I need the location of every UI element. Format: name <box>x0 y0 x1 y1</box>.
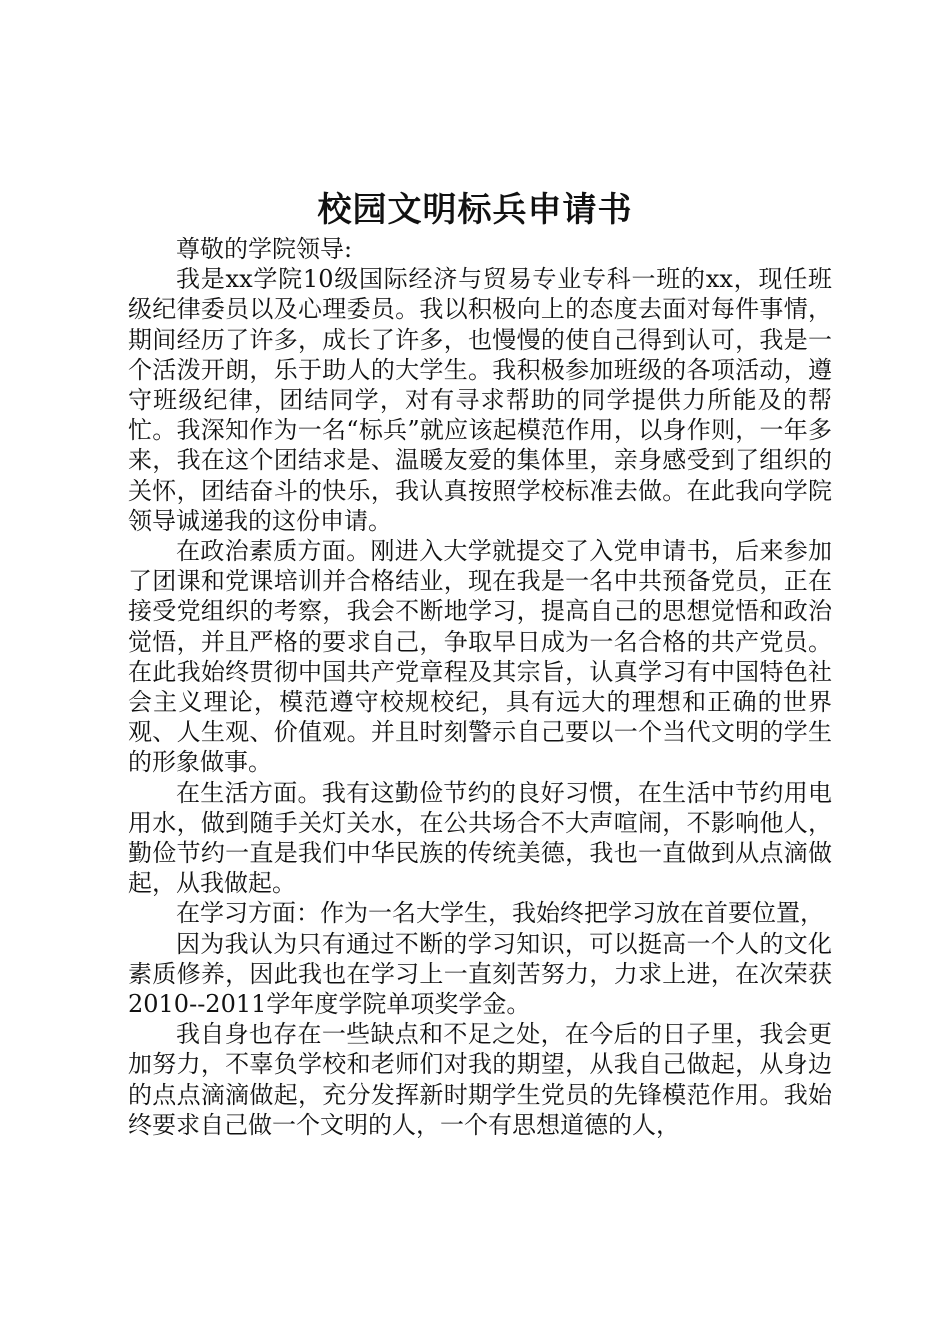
paragraph-study-heading: 在学习方面：作为一名大学生，我始终把学习放在首要位置， <box>176 899 824 928</box>
document-title: 校园文明标兵申请书 <box>317 190 633 230</box>
paragraph-study: 因为我认为只有通过不断的学习知识，可以挺高一个人的文化素质修养，因此我也在学习上一直刻苦努力，力求上进，在次荣获2010--2011学年度学院单项奖学金。 <box>128 929 832 1019</box>
paragraph-self-improvement: 我自身也存在一些缺点和不足之处，在今后的日子里，我会更加努力，不辜负学校和老师们对我的期望，从我自己做起，从身边的点点滴滴做起，充分发挥新时期学生党员的先锋模范作用。我始终要求自己做一个文明的人，一个有思想道德的人， <box>128 1020 832 1139</box>
paragraph-life: 在生活方面。我有这勤俭节约的良好习惯，在生活中节约用电用水，做到随手关灯关水，在公共场合不大声喧闹，不影响他人，勤俭节约一直是我们中华民族的传统美德，我也一直做到从点滴做起，从我做起。 <box>128 778 832 898</box>
document-body <box>128 234 832 1140</box>
paragraph-political: 在政治素质方面。刚进入大学就提交了入党申请书，后来参加了团课和党课培训并合格结业，现在我是一名中共预备党员，正在接受党组织的考察，我会不断地学习，提高自己的思想觉悟和政治觉悟，并且严格的要求自己，争取早日成为一名合格的共产党员。在此我始终贯彻中国共产党章程及其宗旨，认真学习有中国特色社会主义理论，模范遵守校规校纪，具有远大的理想和正确的世界观、人生观、价值观。并且时刻警示自己要以一个当代文明的学生的形象做事。 <box>128 537 832 777</box>
salutation: 尊敬的学院领导: <box>176 235 353 263</box>
paragraph-introduction: 我是xx学院10级国际经济与贸易专业专科一班的xx，现任班级纪律委员以及心理委员。我以积极向上的态度去面对每件事情，期间经历了许多，成长了许多，也慢慢的使自己得到认可，我是一个活泼开朗，乐于助人的大学生。我积极参加班级的各项活动，遵守班级纪律，团结同学，对有寻求帮助的同学提供力所能及的帮忙。我深知作为一名“标兵”就应该起模范作用，以身作则，一年多来，我在这个团结求是、温暖友爱的集体里，亲身感受到了组织的关怀，团结奋斗的快乐，我认真按照学校标准去做。在此我向学院领导诚递我的这份申请。 <box>128 265 832 535</box>
